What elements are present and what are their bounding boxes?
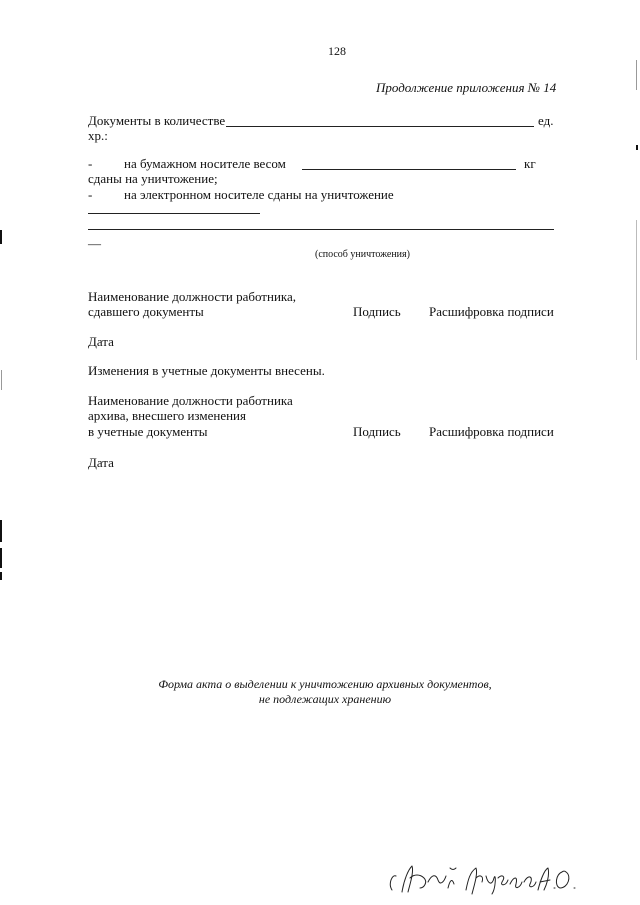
changes-note: Изменения в учетные документы внесены. (88, 363, 325, 378)
scan-mark (0, 548, 2, 568)
paper-media-label: на бумажном носителе весом (124, 156, 286, 171)
electronic-media-label: на электронном носителе сданы на уничтожение (124, 187, 394, 202)
scan-mark (0, 520, 2, 542)
paper-media-continuation: сданы на уничтожение; (88, 171, 218, 186)
date-label: Дата (88, 334, 114, 349)
unit-label: ед. (538, 113, 554, 128)
scan-mark (0, 230, 2, 244)
scan-mark (1, 370, 2, 390)
position-title-line: Наименование должности работника (88, 393, 293, 408)
position-title-line: архива, внесшего изменения (88, 408, 246, 423)
docs-count-field[interactable] (226, 126, 534, 127)
form-title-line: Форма акта о выделении к уничтожению архивных документов, (158, 677, 492, 691)
signature-label: Подпись (353, 304, 401, 319)
signature-decoding-label: Расшифровка подписи (429, 304, 554, 319)
kg-label: кг (524, 156, 536, 171)
list-dash: - (88, 156, 93, 171)
destruction-method-caption: (способ уничтожения) (315, 249, 410, 260)
form-title-line: не подлежащих хранению (258, 692, 392, 706)
position-title-line: Наименование должности работника, (88, 289, 297, 304)
short-dash: — (88, 236, 101, 251)
scan-mark (636, 60, 637, 90)
position-title-line: в учетные документы (88, 424, 208, 439)
destruction-method-field[interactable] (88, 229, 554, 230)
paper-weight-field[interactable] (302, 169, 516, 170)
appendix-continuation-header: Продолжение приложения № 14 (376, 80, 557, 95)
scan-mark (636, 220, 637, 360)
list-dash: - (88, 187, 93, 202)
signature-decoding-label: Расшифровка подписи (429, 424, 554, 439)
scan-mark (636, 145, 638, 150)
signature-label: Подпись (353, 424, 401, 439)
unit-label-continuation: хр.: (88, 128, 108, 143)
position-title-line: сдавшего документы (88, 304, 204, 319)
electronic-media-field[interactable] (88, 213, 260, 214)
handwritten-signature (384, 860, 584, 900)
page-number: 128 (328, 44, 346, 58)
date-label: Дата (88, 455, 114, 470)
docs-count-label: Документы в количестве (88, 113, 226, 128)
scan-mark (0, 572, 2, 580)
